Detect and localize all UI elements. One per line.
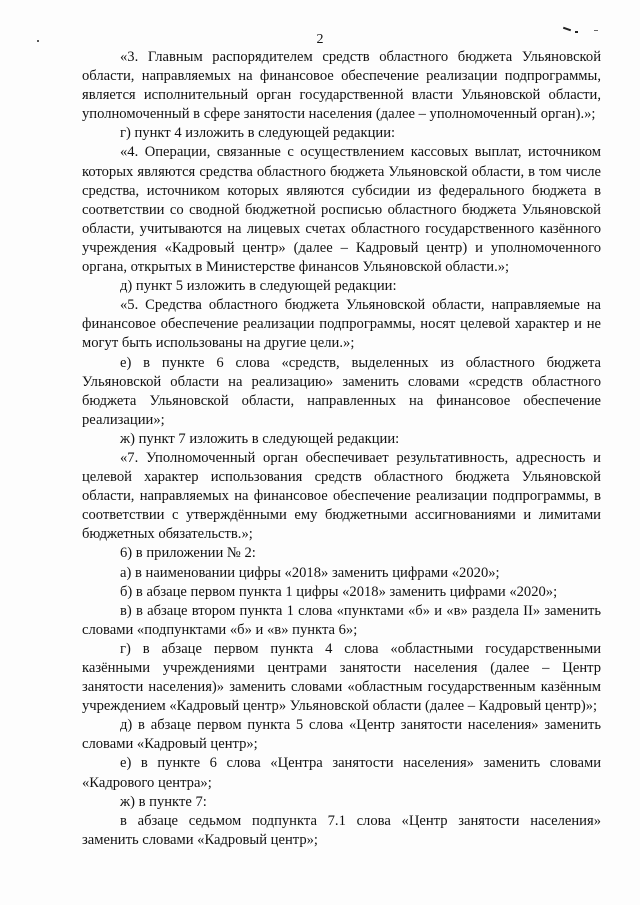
paragraph-d-point-5-words: д) в абзаце первом пункта 5 слова «Центр занятости населения» заменить словами «Кадровый центр»; xyxy=(82,717,601,753)
paragraph-3-chief-administrator: «3. Главным распорядителем средств областного бюджета Ульяновской области, направляемых на финансовое обеспечение реализации подпрограммы, является исполнительный орган государственной власти Ульяновской области, уполномоченный в сфере занятости населения (далее – уполномоченный орган).»; xyxy=(82,49,601,123)
paragraph-v-point-1-words: в) в абзаце втором пункта 1 слова «пунктами «б» и «в» раздела II» заменить словами «подпунктами «б» и «в» пункта 6»; xyxy=(82,602,601,638)
paragraph-7-effectiveness: «7. Уполномоченный орган обеспечивает результативность, адресность и целевой характер использования средств областного бюджета Ульяновской области, направляемых на финансовое обеспечение реализации подпрограммы, в соответствии с утверждёнными ему бюджетными ассигнованиями и лимитами бюджетных обязательств.»; xyxy=(82,449,601,543)
paragraph-5-target-funds: «5. Средства областного бюджета Ульяновской области, направляемые на финансовое обеспечение реализации подпрограммы, носят целевой характер и не могут быть использованы на другие цели.»; xyxy=(82,297,601,352)
paragraph-zh-point-7: ж) пункт 7 изложить в следующей редакции: xyxy=(120,430,400,447)
scan-speck xyxy=(594,30,598,31)
paragraph-b-point-1-digits: б) в абзаце первом пункта 1 цифры «2018» заменить цифрами «2020»; xyxy=(120,583,558,600)
paragraph-e-point-6-words: е) в пункте 6 слова «Центра занятости населения» заменить словами «Кадрового центра»; xyxy=(82,755,601,791)
document-body xyxy=(82,48,601,850)
scan-speck xyxy=(563,27,571,32)
paragraph-6-appendix-2: 6) в приложении № 2: xyxy=(120,545,256,562)
paragraph-zh-point-7-intro: ж) в пункте 7: xyxy=(120,793,207,810)
paragraph-subpoint-7-1: в абзаце седьмом подпункта 7.1 слова «Центр занятости населения» заменить словами «Кадровый центр»; xyxy=(82,812,601,848)
paragraph-4-cash-operations: «4. Операции, связанные с осуществлением кассовых выплат, источником которых являются средства областного бюджета Ульяновской области, в том числе средства, источником которых являются субсидии из федерального бюджета в соответствии со сводной бюджетной росписью областного бюджета Ульяновской области, учитываются на лицевых счетах областного государственного казённого учреждения «Кадровый центр» (далее – Кадровый центр) и уполномоченного органа, открытых в Министерстве финансов Ульяновской области.»; xyxy=(82,144,601,276)
paragraph-d-point-5: д) пункт 5 изложить в следующей редакции: xyxy=(120,278,397,295)
paragraph-a-title-digits: а) в наименовании цифры «2018» заменить цифрами «2020»; xyxy=(120,564,500,581)
paragraph-e-point-6: е) в пункте 6 слова «средств, выделенных из областного бюджета Ульяновской области на реализацию» заменить словами «средств областного бюджета Ульяновской области, направленных на финансовое обеспечение реализации»; xyxy=(82,354,601,428)
paragraph-g-point-4: г) пункт 4 изложить в следующей редакции: xyxy=(120,125,396,142)
page-number: 2 xyxy=(316,32,324,47)
paragraph-g-point-4-words: г) в абзаце первом пункта 4 слова «областными государственными казёнными учреждениями центрами занятости населения (далее – Центр занятости населения)» заменить словами «областным государственным казённым учреждением «Кадровый центр» Ульяновской области (далее – Кадровый центр)»; xyxy=(82,640,601,715)
